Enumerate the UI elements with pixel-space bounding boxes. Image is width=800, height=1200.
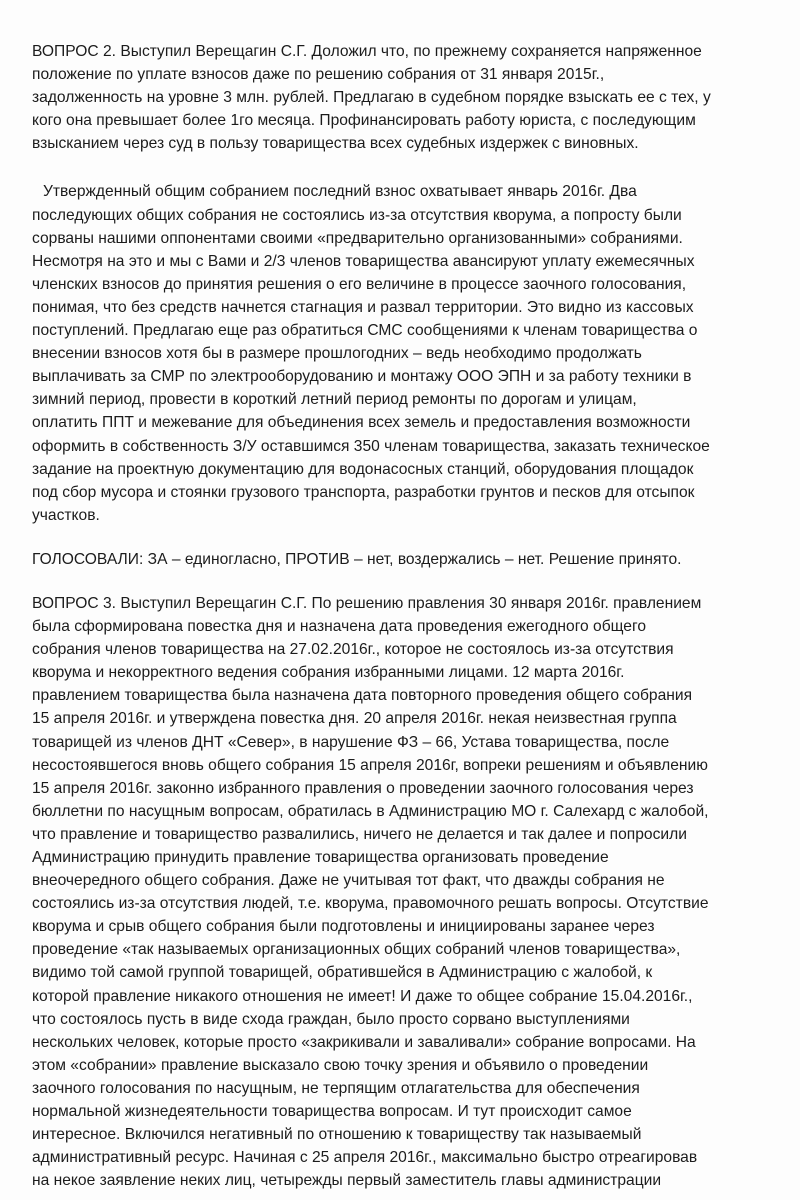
text-line: зимний период, провести в короткий летний период ремонты по дорогам и улицам, xyxy=(32,391,637,409)
text-line: которой правление никакого отношения не имеет! И даже то общее собрание 15.04.2016г., xyxy=(32,987,693,1005)
text-line: бюллетни по насущным вопросам, обратилась в Администрацию МО г. Салехард с жалобой, xyxy=(32,802,709,820)
text-line: членских взносов до принятия решения о его величине в процессе заочного голосования, xyxy=(32,275,687,293)
text-line: кого она превышает более 1го месяца. Профинансировать работу юриста, с последующим xyxy=(32,112,696,130)
paragraph-question-3 xyxy=(32,592,770,1192)
text-line: взысканием через суд в пользу товарищества всех судебных издержек с виновных. xyxy=(32,135,639,153)
text-line: собрания членов товарищества на 27.02.2016г., которое не состоялось из-за отсутствия xyxy=(32,641,674,659)
paragraph-question-2 xyxy=(32,40,770,155)
text-line: нормальной жизнедеятельности товарищества вопросам. И тут происходит самое xyxy=(32,1103,632,1121)
paragraph-spacer xyxy=(32,155,770,180)
text-line: интересное. Включился негативный по отношению к товариществу так называемый xyxy=(32,1126,642,1144)
text-line: заочного голосования по насущным, не терпящим отлагательства для обеспечения xyxy=(32,1079,640,1097)
text-line: ВОПРОС 3. Выступил Верещагин С.Г. По решению правления 30 января 2016г. правлением xyxy=(32,594,702,612)
text-line: что состоялось пусть в виде схода граждан, было просто сорвано выступлениями xyxy=(32,1010,630,1028)
text-line: оплатить ППТ и межевание для объединения всех земель и предоставления возможности xyxy=(32,414,691,432)
text-line: оформить в собственность З/У оставшимся 350 членам товарищества, заказать техническое xyxy=(32,437,710,455)
text-line: 15 апреля 2016г. и утверждена повестка дня. 20 апреля 2016г. некая неизвестная группа xyxy=(32,710,677,728)
text-line: этом «собрании» правление высказало свою точку зрения и объявило о проведении xyxy=(32,1056,649,1074)
paragraph-spacer xyxy=(32,527,770,548)
text-line: ГОЛОСОВАЛИ: ЗА – единогласно, ПРОТИВ – нет, воздержались – нет. Решение принято. xyxy=(32,550,682,568)
text-line: товарищей из членов ДНТ «Север», в нарушение ФЗ – 66, Устава товарищества, после xyxy=(32,733,670,751)
text-line: понимая, что без средств начнется стагнация и развал территории. Это видно из кассовых xyxy=(32,298,694,316)
text-line: выплачивать за СМР по электрооборудованию и монтажу ООО ЭПН и за работу техники в xyxy=(32,368,692,386)
text-line: кворума и некорректного ведения собрания избранными лицами. 12 марта 2016г. xyxy=(32,664,625,682)
text-line: участков. xyxy=(32,506,100,524)
text-line: на некое заявление неких лиц, четырежды первый заместитель главы администрации xyxy=(32,1172,662,1190)
text-line: под сбор мусора и стоянки грузового транспорта, разработки грунтов и песков для отсыпок xyxy=(32,483,695,501)
text-line: Администрацию принудить правление товарищества организовать проведение xyxy=(32,849,609,866)
text-line: Утвержденный общим собранием последний взнос охватывает январь 2016г. Два xyxy=(43,183,637,201)
paragraph-vote-result xyxy=(32,548,770,571)
text-line: проведение «так называемых организационных общих собраний членов товарищества», xyxy=(32,941,681,959)
text-line: ВОПРОС 2. Выступил Верещагин С.Г. Доложил что, по прежнему сохраняется напряженное xyxy=(32,43,702,60)
paragraph-spacer xyxy=(32,571,770,592)
text-line: поступлений. Предлагаю еще раз обратиться СМС сообщениями к членам товарищества о xyxy=(32,322,698,340)
text-line: видимо той самой группой товарищей, обратившейся в Администрацию с жалобой, к xyxy=(32,964,653,982)
text-line: внесении взносов хотя бы в размере прошлогодних – ведь необходимо продолжать xyxy=(32,345,642,363)
text-line: задание на проектную документацию для водонасосных станций, оборудования площадок xyxy=(32,460,694,478)
text-line: Несмотря на это и мы с Вами и 2/3 членов товарищества авансируют уплату ежемесячных xyxy=(32,252,695,270)
text-line: правлением товарищества была назначена дата повторного проведения общего собрания xyxy=(32,687,693,705)
text-line: что правление и товарищество развалились, ничего не делается и так далее и попросили xyxy=(32,825,687,843)
text-line: положение по уплате взносов даже по решению собрания от 31 января 2015г., xyxy=(32,66,605,84)
text-line: состоялись из-за отсутствия людей, т.е. кворума, правомочного решать вопросы. Отсутствие xyxy=(32,895,709,913)
text-line: нескольких человек, которые просто «закрикивали и заваливали» собрание вопросами. На xyxy=(32,1033,696,1051)
paragraph-question-2-continuation xyxy=(32,180,770,526)
text-line: задолженность на уровне 3 млн. рублей. Предлагаю в судебном порядке взыскать ее с тех, у xyxy=(32,89,711,107)
text-line: внеочередного общего собрания. Даже не учитывая тот факт, что дважды собрания не xyxy=(32,872,665,890)
text-line: несостоявшегося вновь общего собрания 15 апреля 2016г, вопреки решениям и объявлению xyxy=(32,756,708,774)
text-line: административный ресурс. Начиная с 25 апреля 2016г., максимально быстро отреагировав xyxy=(32,1149,698,1167)
text-line: 15 апреля 2016г. законно избранного правления о проведении заочного голосования через xyxy=(32,779,694,797)
text-line: кворума и срыв общего собрания были подготовлены и инициированы заранее через xyxy=(32,918,655,936)
text-line: сорваны нашими оппонентами своими «предварительно организованными» собраниями. xyxy=(32,229,683,247)
text-line: последующих общих собрания не состоялись из-за отсутствия кворума, а попросту были xyxy=(32,206,682,224)
text-line: была сформирована повестка дня и назначена дата проведения ежегодного общего xyxy=(32,618,646,636)
